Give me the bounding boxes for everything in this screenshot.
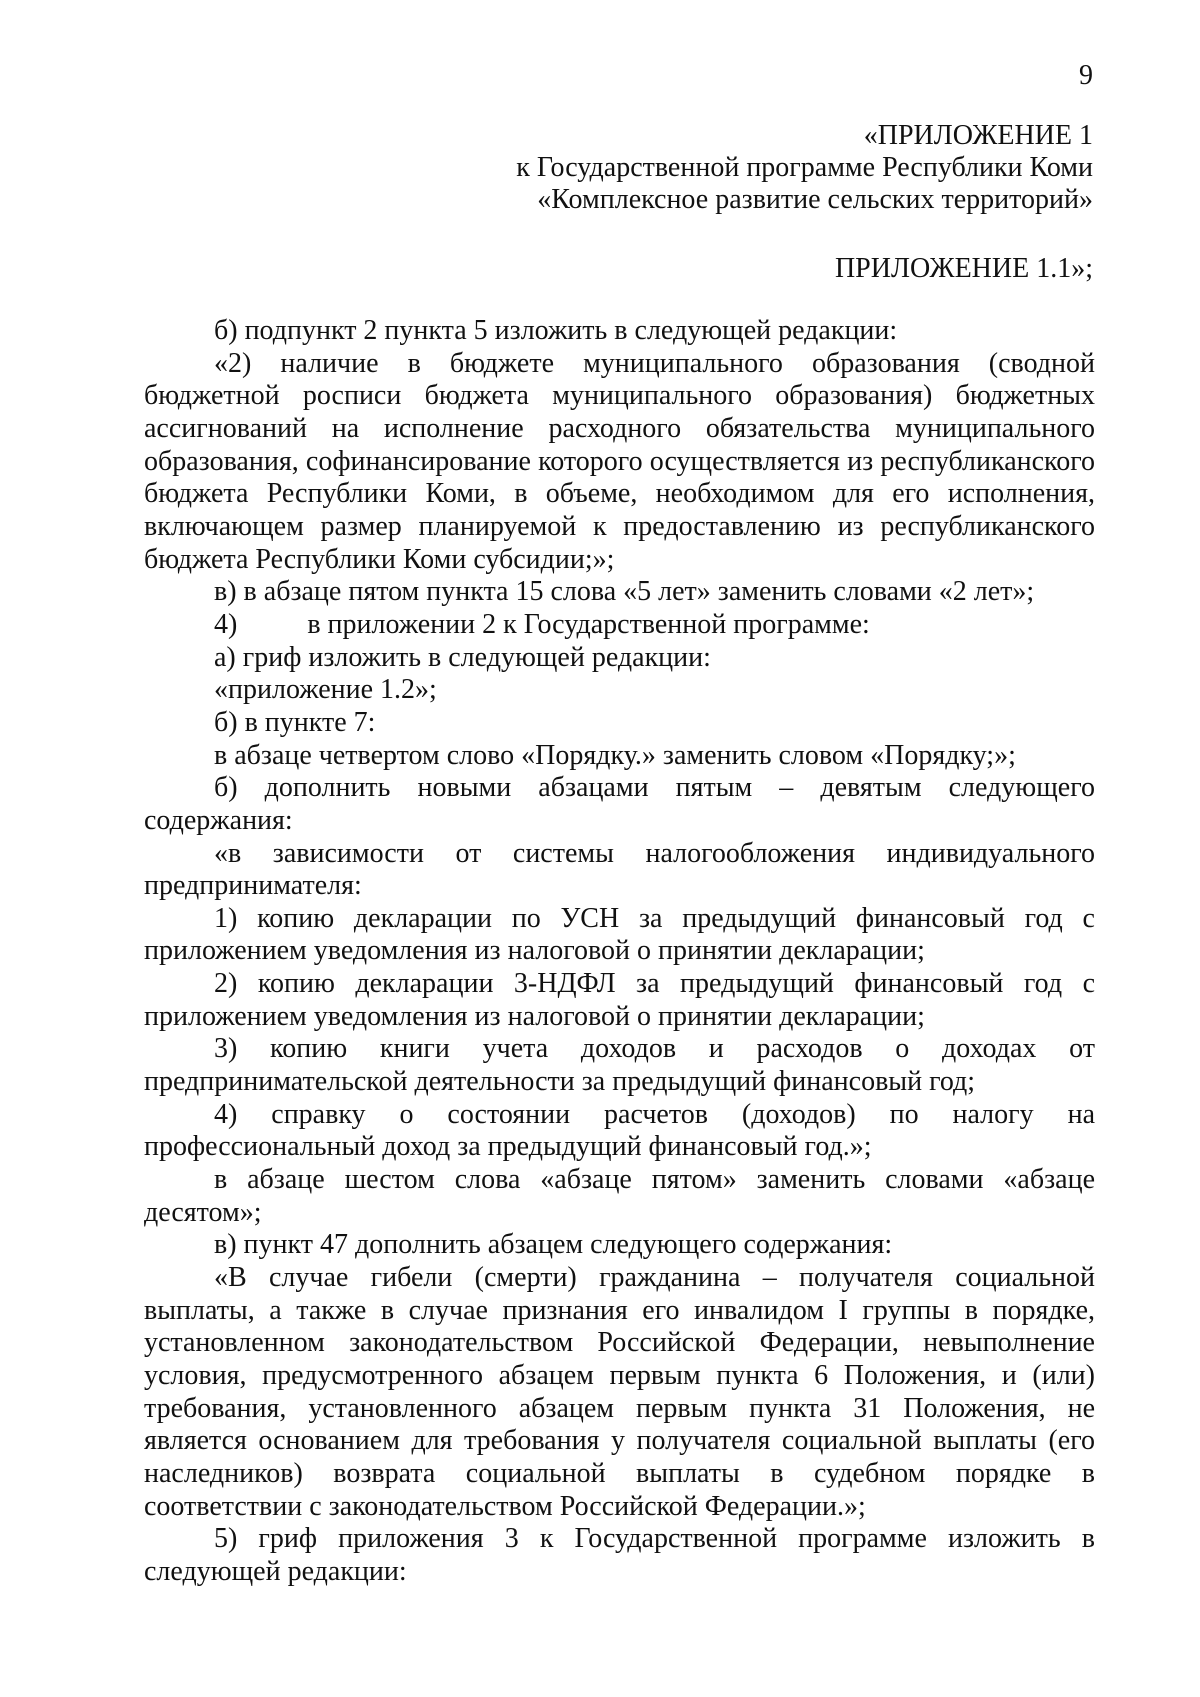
paragraph: 4) справку о состоянии расчетов (доходов) по налогу на профессиональный доход за предыдущий финансовый год.»; [144, 1098, 1095, 1163]
paragraph: 5) гриф приложения 3 к Государственной программе изложить в следующей редакции: [144, 1523, 1095, 1587]
document-body [144, 315, 1095, 1589]
paragraph-item-4 [144, 609, 1095, 642]
paragraph: «приложение 1.2»; [214, 674, 437, 706]
paragraph: 3) копию книги учета доходов и расходов о доходах от предпринимательской деятельности за предыдущий финансовый год; [144, 1033, 1095, 1098]
appendix-header-line: к Государственной программе Республики Коми [516, 152, 1093, 183]
appendix-reference: ПРИЛОЖЕНИЕ 1.1»; [834, 253, 1093, 284]
paragraph: в) пункт 47 дополнить абзацем следующего содержания: [214, 1229, 893, 1261]
paragraph: «2) наличие в бюджете муниципального образования (сводной бюджетной росписи бюджета муниципального образования) бюджетных ассигнований на исполнение расходного обязательства муниципального образования, софинансирование которого осуществляется из республиканского бюджета Республики Коми, в объеме, необходимом для его исполнения, включающем размер планируемой к предоставлению из республиканского бюджета Республики Коми субсидии;»; [144, 347, 1095, 575]
paragraph: 1) копию декларации по УСН за предыдущий финансовый год с приложением уведомления из налоговой о принятии декларации; [144, 902, 1095, 967]
appendix-header-line: «Комплексное развитие сельских территорий» [537, 184, 1093, 215]
paragraph: б) в пункте 7: [214, 706, 376, 738]
paragraph: в абзаце четвертом слово «Порядку.» заменить словом «Порядку;»; [214, 739, 1016, 771]
paragraph: б) подпункт 2 пункта 5 изложить в следующей редакции: [214, 315, 898, 346]
paragraph: 2) копию декларации 3-НДФЛ за предыдущий финансовый год с приложением уведомления из налоговой о принятии декларации; [144, 968, 1095, 1032]
paragraph: а) гриф изложить в следующей редакции: [214, 641, 711, 673]
paragraph: б) дополнить новыми абзацами пятым – девятым следующего содержания: [144, 772, 1095, 836]
paragraph: «В случае гибели (смерти) гражданина – получателя социальной выплаты, а также в случае признания его инвалидом I группы в порядке, установленном законодательством Российской Федерации, невыполнение условия, предусмотренного абзацем первым пункта 6 Положения, и (или) требования, установленного абзацем первым пункта 31 Положения, не является основанием для требования у получателя социальной выплаты (его наследников) возврата социальной выплаты в судебном порядке в соответствии с законодательством Российской Федерации.»; [144, 1262, 1095, 1522]
appendix-header [516, 120, 1093, 216]
item-number: 4) [214, 608, 238, 640]
paragraph: в абзаце шестом слова «абзаце пятом» заменить словами «абзаце десятом»; [144, 1164, 1095, 1228]
paragraph: «в зависимости от системы налогообложения индивидуального предпринимателя: [144, 837, 1095, 902]
item-text: в приложении 2 к Государственной программе: [307, 608, 870, 640]
appendix-header-line: «ПРИЛОЖЕНИЕ 1 [863, 120, 1093, 151]
page-number: 9 [1079, 60, 1093, 91]
paragraph: в) в абзаце пятом пункта 15 слова «5 лет» заменить словами «2 лет»; [214, 576, 1035, 608]
